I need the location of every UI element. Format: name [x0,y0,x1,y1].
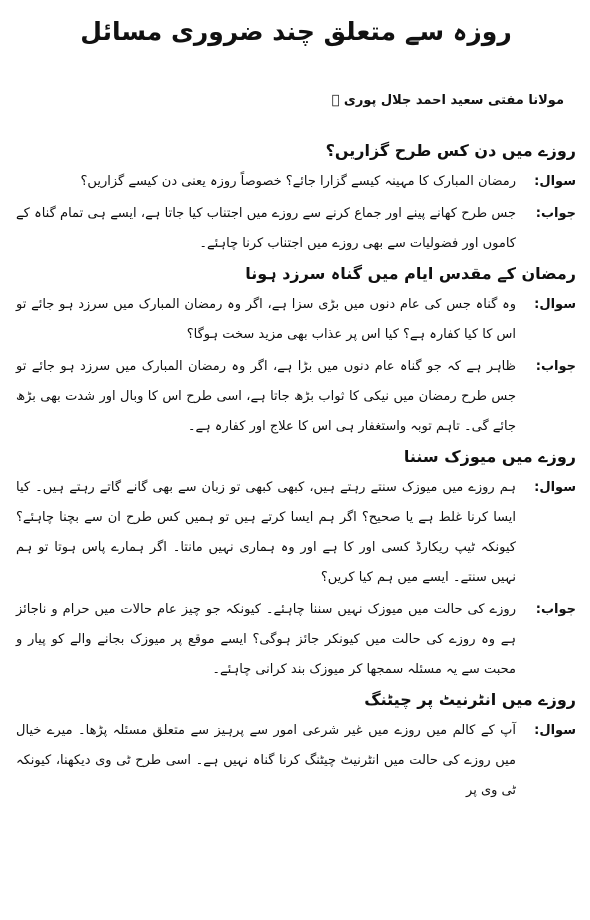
question-text: وہ گناہ جس کی عام دنوں میں بڑی سزا ہے، اگر وہ رمضان المبارک میں سرزد ہو جائے تو اس کا کیا کفارہ ہے؟ کیا اس پر عذاب بھی مزید سخت ہوگا؟ [16,297,516,342]
answer-block [16,595,576,685]
answer-text: ظاہر ہے کہ جو گناہ عام دنوں میں بڑا ہے، اگر وہ رمضان المبارک میں سرزد ہو جائے تو جس طرح رمضان میں نیکی کا ثواب بڑھ جاتا ہے، اسی طرح اس کا وبال اور شدت بھی بڑھ جائے گی۔ تاہم توبہ واستغفار ہی اس کا علاج اور کفارہ ہے۔ [16,359,516,434]
question-block [16,473,576,593]
section-heading: روزے میں انٹرنیٹ پر چیٹنگ [364,690,576,709]
answer-label: جواب: [535,206,576,221]
section-4 [16,687,576,806]
section-heading: روزے میں دن کس طرح گزاریں؟ [325,141,576,160]
section-heading: روزے میں میوزک سننا [403,447,576,466]
answer-label: جواب: [535,359,576,374]
question-label: سوال: [534,723,576,738]
question-block [16,716,576,806]
question-label: سوال: [534,297,576,312]
section-2 [16,261,576,442]
question-text: رمضان المبارک کا مہینہ کیسے گزارا جائے؟ خصوصاً روزہ یعنی دن کیسے گزاریں؟ [80,174,516,189]
question-block [16,167,576,197]
question-block [16,290,576,350]
author-line: مولانا مفتی سعید احمد جلال پوری ﷫ [331,93,564,108]
answer-text: جس طرح کھانے پینے اور جماع کرنے سے روزے میں اجتناب کیا جاتا ہے، ایسے ہی تمام گناہ کے کاموں اور فضولیات سے بھی روزے میں اجتناب کرنا چاہئے۔ [16,206,516,251]
answer-block [16,199,576,259]
answer-block [16,352,576,442]
question-text: آپ کے کالم میں روزے میں غیر شرعی امور سے پرہیز سے متعلق مسئلہ پڑھا۔ میرے خیال میں روزے کی حالت میں انٹرنیٹ چیٹنگ کرنا گناہ نہیں ہے۔ اسی طرح ٹی وی دیکھنا، کیونکہ ٹی وی پر [16,723,516,798]
question-label: سوال: [534,480,576,495]
question-text: ہم روزے میں میوزک سنتے رہتے ہیں، کبھی کبھی تو زبان سے بھی گانے گاتے رہتے ہیں۔ کیا ایسا کرنا غلط ہے یا صحیح؟ اگر ہم ایسا کرتے ہیں تو ہمیں کس طرح ان سے بچنا چاہئے؟ کیونکہ ٹیپ ریکارڈ کسی اور کا ہے اور وہ ہماری نہیں مانتا۔ اگر ہمارے پاس ہوتا تو ہم نہیں سنتے۔ ایسے میں ہم کیا کریں؟ [16,480,516,585]
article-title: روزہ سے متعلق چند ضروری مسائل [80,17,512,46]
answer-text: روزے کی حالت میں میوزک نہیں سننا چاہئے۔ کیونکہ جو چیز عام حالات میں حرام و ناجائز ہے وہ روزے کی حالت میں کیونکر جائز ہوگی؟ ایسے موقع پر میوزک بجانے والے کو پیار و محبت سے یہ مسئلہ سمجھا کر میوزک بند کرانی چاہئے۔ [16,602,516,677]
answer-label: جواب: [535,602,576,617]
section-1 [16,138,576,259]
section-3 [16,444,576,685]
question-label: سوال: [534,174,576,189]
section-heading: رمضان کے مقدس ایام میں گناہ سرزد ہونا [245,264,576,283]
